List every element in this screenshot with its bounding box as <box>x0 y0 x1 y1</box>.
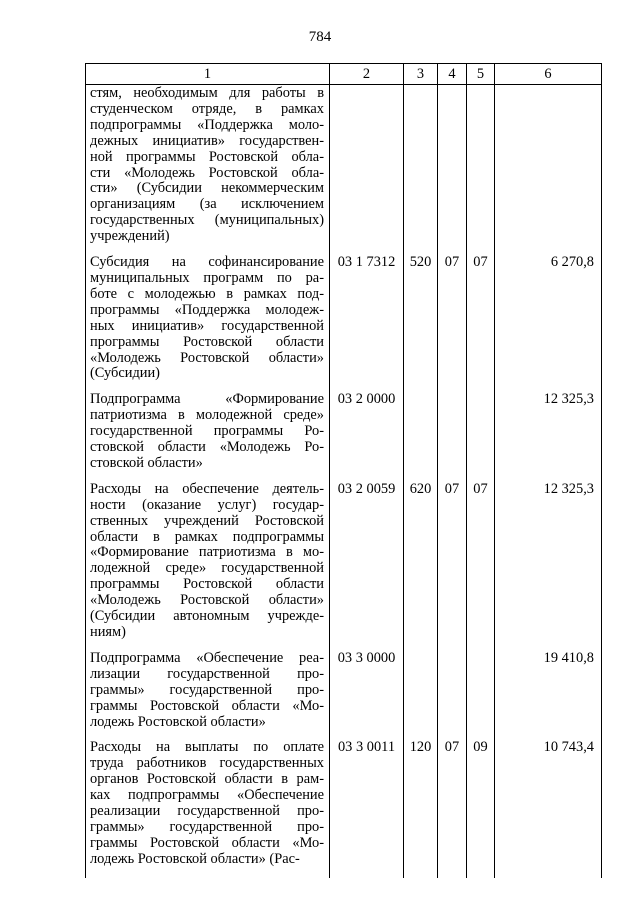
description-line: сти» (Субсидии некоммерческим <box>90 180 324 197</box>
budget-table <box>85 63 602 878</box>
description-line: ниям) <box>90 624 126 640</box>
row-description <box>86 482 330 651</box>
description-line: граммы Ростовской области «Мо- <box>90 697 324 714</box>
column-header-3: 3 <box>404 64 438 85</box>
description-line: ной программы Ростовской обла- <box>90 148 324 165</box>
row-code: 03 2 0000 <box>330 392 404 482</box>
description-line: реализации государственной про- <box>90 803 324 820</box>
description-line: «Молодежь Ростовской области» <box>90 592 324 609</box>
row-amount: 12 325,3 <box>495 482 602 651</box>
row-description <box>86 740 330 877</box>
description-line: государственных (муниципальных) <box>90 212 324 229</box>
description-line: сти «Молодежь Ростовской обла- <box>90 164 324 181</box>
row-amount: 12 325,3 <box>495 392 602 482</box>
row-subsection <box>467 85 495 256</box>
row-amount <box>495 85 602 256</box>
row-section <box>438 85 467 256</box>
row-subsection: 07 <box>467 255 495 392</box>
description-line: дежных инициатив» государствен- <box>90 132 324 149</box>
description-line: учреждений) <box>90 228 170 245</box>
description-line: подпрограммы «Поддержка моло- <box>90 116 324 133</box>
row-expense-type: 120 <box>404 740 438 877</box>
description-line: граммы» государственной про- <box>90 681 324 698</box>
description-line: государственной программы Ро- <box>90 423 324 440</box>
description-line: Подпрограмма «Формирование <box>90 391 324 408</box>
row-expense-type <box>404 651 438 741</box>
column-header-5: 5 <box>467 64 495 85</box>
description-line: (Субсидии автономным учрежде- <box>90 608 324 625</box>
row-section: 07 <box>438 482 467 651</box>
description-line: труда работников государственных <box>90 755 324 772</box>
description-line: «Формирование патриотизма в мо- <box>90 544 324 561</box>
row-description <box>86 85 330 256</box>
table-row <box>86 255 602 392</box>
table-row <box>86 392 602 482</box>
description-line: программы «Поддержка молодеж- <box>90 301 324 318</box>
description-line: студенческом отряде, в рамках <box>90 100 324 117</box>
table-row <box>86 740 602 877</box>
row-subsection <box>467 392 495 482</box>
row-section <box>438 392 467 482</box>
description-line: «Молодежь Ростовской области» <box>90 349 324 366</box>
description-line: лодежь Ростовской области» <box>90 713 266 730</box>
table-body <box>86 85 602 878</box>
description-line: граммы Ростовской области «Мо- <box>90 834 324 851</box>
column-header-1: 1 <box>86 64 330 85</box>
row-code: 03 1 7312 <box>330 255 404 392</box>
description-line: патриотизма в молодежной среде» <box>90 407 324 424</box>
row-amount: 6 270,8 <box>495 255 602 392</box>
description-line: стовской области «Молодежь Ро- <box>90 439 324 456</box>
description-line: организациям (за исключением <box>90 196 324 213</box>
description-line: муниципальных программ по ра- <box>90 269 324 286</box>
row-subsection: 09 <box>467 740 495 877</box>
description-line: Подпрограмма «Обеспечение реа- <box>90 649 324 666</box>
row-amount: 10 743,4 <box>495 740 602 877</box>
description-line: ных инициатив» государственной <box>90 317 324 334</box>
row-expense-type <box>404 85 438 256</box>
row-subsection <box>467 651 495 741</box>
description-line: ности (оказание услуг) государ- <box>90 496 324 513</box>
description-line: программы Ростовской области <box>90 576 324 593</box>
row-description <box>86 392 330 482</box>
row-subsection: 07 <box>467 482 495 651</box>
description-line: лодежной среде» государственной <box>90 560 324 577</box>
description-line: Расходы на обеспечение деятель- <box>90 480 324 497</box>
row-expense-type <box>404 392 438 482</box>
column-header-6: 6 <box>495 64 602 85</box>
description-line: лодежь Ростовской области» (Рас- <box>90 850 300 867</box>
description-line: лизации государственной про- <box>90 665 324 682</box>
description-line: ственных учреждений Ростовской <box>90 512 324 529</box>
row-expense-type: 520 <box>404 255 438 392</box>
row-section: 07 <box>438 740 467 877</box>
row-code <box>330 85 404 256</box>
description-line: боте с молодежью в рамках под- <box>90 285 324 302</box>
description-line: граммы» государственной про- <box>90 818 324 835</box>
row-section: 07 <box>438 255 467 392</box>
description-line: ках подпрограммы «Обеспечение <box>90 787 324 804</box>
description-line: области в рамках подпрограммы <box>90 528 324 545</box>
description-line: программы Ростовской области <box>90 333 324 350</box>
table-header-row <box>86 64 602 85</box>
description-line: Субсидия на софинансирование <box>90 254 324 271</box>
description-line: Расходы на выплаты по оплате <box>90 739 324 756</box>
description-line: органов Ростовской области в рам- <box>90 771 324 788</box>
column-header-2: 2 <box>330 64 404 85</box>
column-header-4: 4 <box>438 64 467 85</box>
row-section <box>438 651 467 741</box>
row-amount: 19 410,8 <box>495 651 602 741</box>
description-line: (Субсидии) <box>90 365 160 382</box>
table-row <box>86 651 602 741</box>
description-line: стям, необходимым для работы в <box>90 85 324 101</box>
row-expense-type: 620 <box>404 482 438 651</box>
row-code: 03 2 0059 <box>330 482 404 651</box>
description-line: стовской области» <box>90 454 203 471</box>
page-number: 784 <box>308 29 332 45</box>
table-row <box>86 482 602 651</box>
row-description <box>86 651 330 741</box>
row-description <box>86 255 330 392</box>
row-code: 03 3 0000 <box>330 651 404 741</box>
table-row <box>86 85 602 256</box>
row-code: 03 3 0011 <box>330 740 404 877</box>
